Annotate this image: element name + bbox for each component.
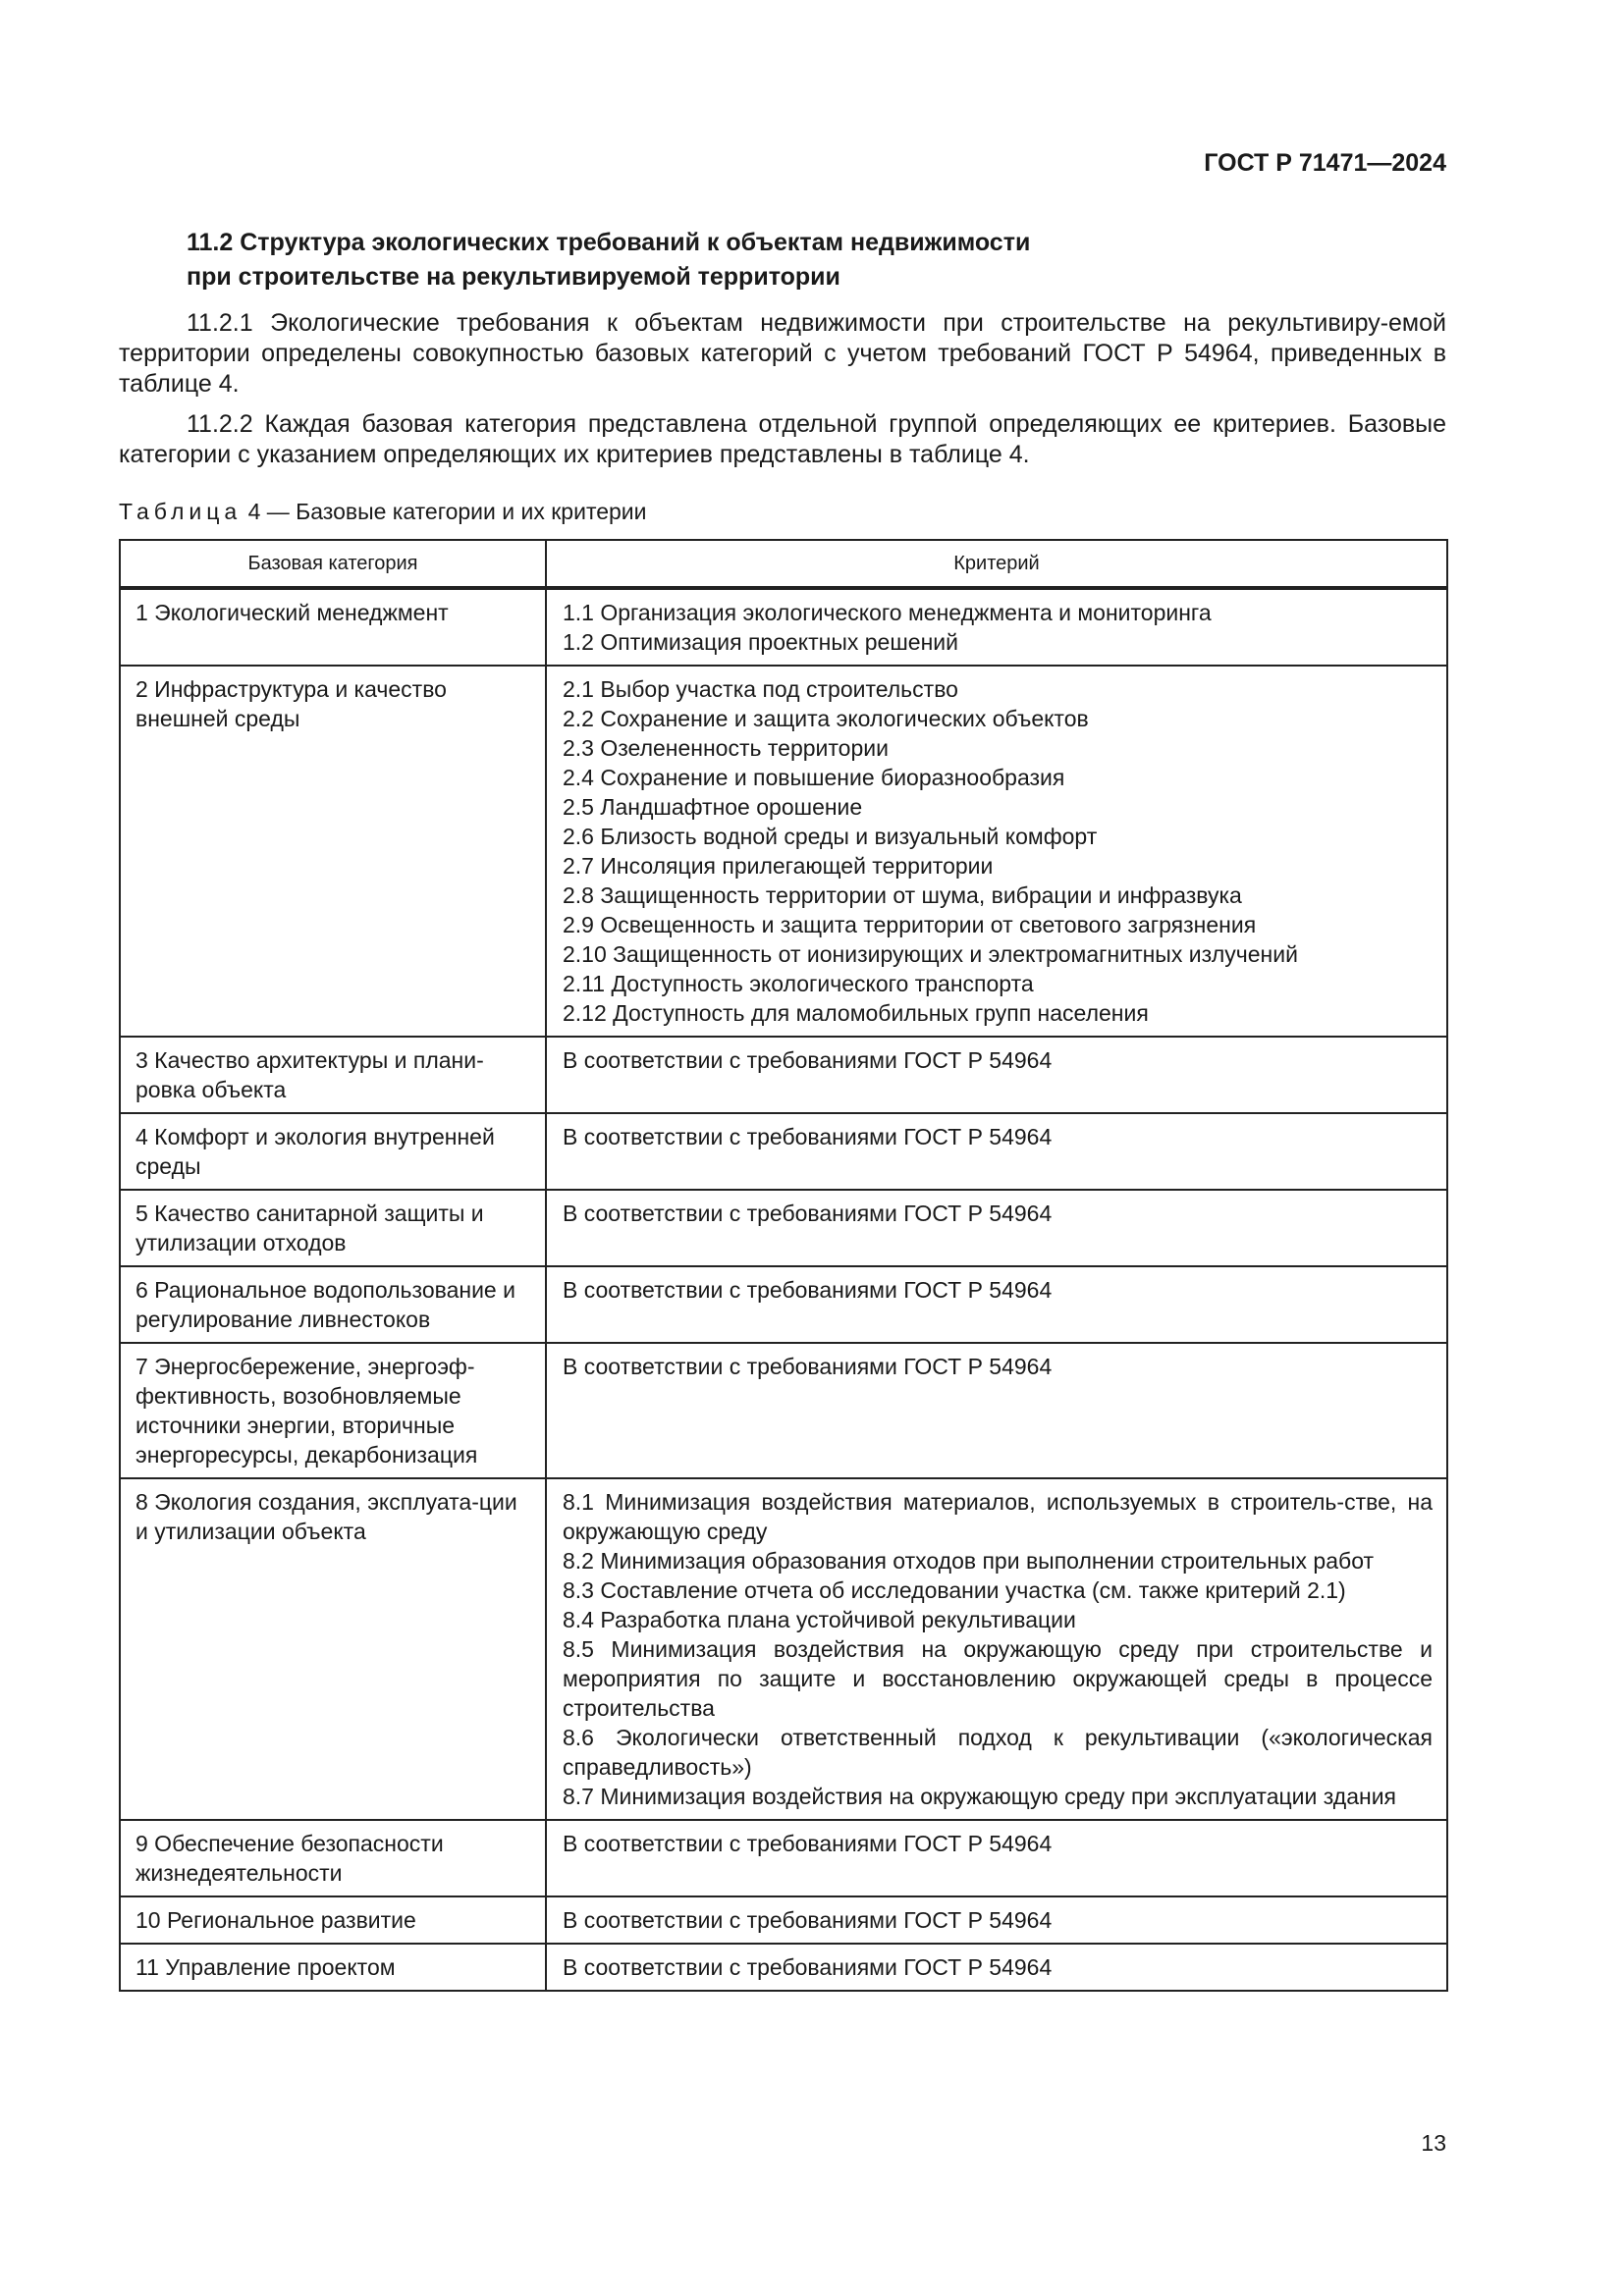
section-heading-line-2: при строительстве на рекультивируемой территории xyxy=(187,263,840,291)
table-row xyxy=(120,588,1447,666)
criterion-item: 2.9 Освещенность и защита территории от светового загрязнения xyxy=(563,912,1257,937)
criterion-item: 1.2 Оптимизация проектных решений xyxy=(563,629,958,655)
table-row xyxy=(120,1944,1447,1991)
category-cell: 11 Управление проектом xyxy=(120,1944,546,1991)
criterion-cell xyxy=(546,1343,1447,1478)
criterion-cell xyxy=(546,666,1447,1037)
category-cell: 4 Комфорт и экология внутренней среды xyxy=(120,1113,546,1190)
table-header-row xyxy=(120,540,1447,588)
criterion-item: В соответствии с требованиями ГОСТ Р 54964 xyxy=(563,1831,1053,1856)
criterion-item: 2.3 Озелененность территории xyxy=(563,735,889,761)
criterion-item: В соответствии с требованиями ГОСТ Р 54964 xyxy=(563,1047,1053,1073)
table-row xyxy=(120,1896,1447,1944)
criterion-item: 8.6 Экологически ответственный подход к рекультивации («экологическая справедливость») xyxy=(563,1725,1433,1780)
category-cell: 9 Обеспечение безопасности жизнедеятельности xyxy=(120,1820,546,1896)
criterion-item: 8.4 Разработка плана устойчивой рекультивации xyxy=(563,1607,1076,1632)
criterion-item: В соответствии с требованиями ГОСТ Р 54964 xyxy=(563,1907,1053,1933)
criterion-item: В соответствии с требованиями ГОСТ Р 54964 xyxy=(563,1954,1053,1980)
section-heading xyxy=(187,226,1030,294)
criterion-item: 8.3 Составление отчета об исследовании участка (см. также критерий 2.1) xyxy=(563,1577,1346,1603)
criterion-item: 1.1 Организация экологического менеджмента и мониторинга xyxy=(563,600,1212,625)
column-header-criterion: Критерий xyxy=(546,540,1447,588)
table-caption-label: Таблица xyxy=(119,499,243,524)
category-cell: 6 Рациональное водопользование и регулирование ливнестоков xyxy=(120,1266,546,1343)
criterion-item: В соответствии с требованиями ГОСТ Р 54964 xyxy=(563,1124,1053,1149)
criterion-cell xyxy=(546,1190,1447,1266)
category-cell: 10 Региональное развитие xyxy=(120,1896,546,1944)
criterion-item: 2.10 Защищенность от ионизирующих и электромагнитных излучений xyxy=(563,941,1298,967)
criterion-item: 2.5 Ландшафтное орошение xyxy=(563,794,863,820)
paragraph-text: 11.2.1 Экологические требования к объектам недвижимости при строительстве на рекультивиру-емой территории определены совокупностью базовых категорий с учетом требований ГОСТ Р 54964, приведенных в таблице 4. xyxy=(119,309,1446,398)
criterion-cell xyxy=(546,588,1447,666)
criterion-item: 2.1 Выбор участка под строительство xyxy=(563,676,958,702)
table-row xyxy=(120,1113,1447,1190)
category-cell: 3 Качество архитектуры и плани-ровка объекта xyxy=(120,1037,546,1113)
criterion-item: 8.2 Минимизация образования отходов при выполнении строительных работ xyxy=(563,1548,1375,1574)
criterion-cell xyxy=(546,1820,1447,1896)
category-cell: 1 Экологический менеджмент xyxy=(120,588,546,666)
criterion-item: 2.4 Сохранение и повышение биоразнообразия xyxy=(563,765,1065,790)
criterion-item: 2.7 Инсоляция прилегающей территории xyxy=(563,853,994,879)
paragraph-11-2-1 xyxy=(119,308,1446,400)
criterion-cell xyxy=(546,1478,1447,1820)
paragraph-text: 11.2.2 Каждая базовая категория представлена отдельной группой определяющих ее критериев. Базовые категории с указанием определяющих их критериев представлены в таблице 4. xyxy=(119,410,1446,468)
criterion-cell xyxy=(546,1113,1447,1190)
criterion-item: 2.12 Доступность для маломобильных групп населения xyxy=(563,1000,1149,1026)
table-caption xyxy=(119,499,647,525)
criterion-cell xyxy=(546,1896,1447,1944)
criterion-item: 2.6 Близость водной среды и визуальный комфорт xyxy=(563,824,1098,849)
table-row xyxy=(120,666,1447,1037)
table-caption-text: 4 — Базовые категории и их критерии xyxy=(242,499,647,524)
criterion-item: 2.11 Доступность экологического транспорта xyxy=(563,971,1034,996)
category-cell: 8 Экология создания, эксплуата-ции и утилизации объекта xyxy=(120,1478,546,1820)
category-cell: 2 Инфраструктура и качество внешней среды xyxy=(120,666,546,1037)
page-number: 13 xyxy=(1421,2130,1446,2156)
criterion-cell xyxy=(546,1266,1447,1343)
table-row xyxy=(120,1266,1447,1343)
criteria-table xyxy=(119,539,1448,1992)
table-row xyxy=(120,1343,1447,1478)
criterion-cell xyxy=(546,1037,1447,1113)
criterion-cell xyxy=(546,1944,1447,1991)
criterion-item: 2.2 Сохранение и защита экологических объектов xyxy=(563,706,1089,731)
paragraph-11-2-2 xyxy=(119,409,1446,470)
criterion-item: 8.7 Минимизация воздействия на окружающую среду при эксплуатации здания xyxy=(563,1784,1397,1809)
document-standard-number: ГОСТ Р 71471—2024 xyxy=(1204,149,1446,177)
table-row xyxy=(120,1820,1447,1896)
table-row xyxy=(120,1478,1447,1820)
criterion-item: 2.8 Защищенность территории от шума, вибрации и инфразвука xyxy=(563,882,1242,908)
category-cell: 7 Энергосбережение, энергоэф-фективность, возобновляемые источники энергии, вторичные энергоресурсы, декарбонизация xyxy=(120,1343,546,1478)
criterion-item: 8.5 Минимизация воздействия на окружающую среду при строительстве и мероприятия по защите и восстановлению окружающей среды в процессе строительства xyxy=(563,1636,1433,1721)
category-cell: 5 Качество санитарной защиты и утилизации отходов xyxy=(120,1190,546,1266)
column-header-category: Базовая категория xyxy=(120,540,546,588)
table-row xyxy=(120,1190,1447,1266)
criterion-item: В соответствии с требованиями ГОСТ Р 54964 xyxy=(563,1277,1053,1303)
criterion-item: В соответствии с требованиями ГОСТ Р 54964 xyxy=(563,1354,1053,1379)
section-heading-line-1: 11.2 Структура экологических требований к объектам недвижимости xyxy=(187,229,1031,256)
table-row xyxy=(120,1037,1447,1113)
criterion-item: В соответствии с требованиями ГОСТ Р 54964 xyxy=(563,1201,1053,1226)
table-body xyxy=(120,588,1447,1991)
criterion-item: 8.1 Минимизация воздействия материалов, используемых в строитель-стве, на окружающую среду xyxy=(563,1489,1433,1544)
